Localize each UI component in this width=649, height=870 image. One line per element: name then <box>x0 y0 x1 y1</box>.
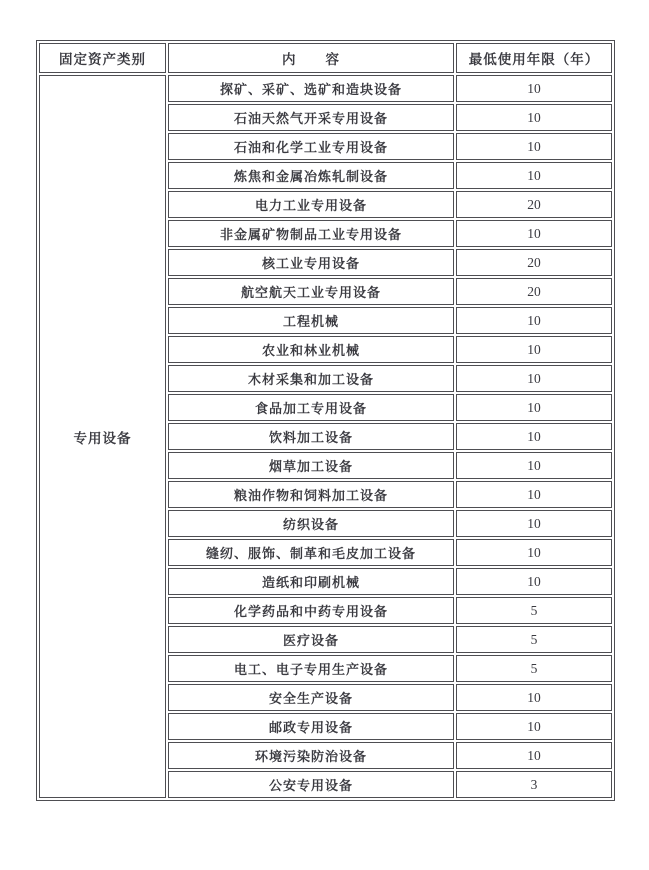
min-years-cell: 20 <box>456 191 612 218</box>
content-cell: 炼焦和金属冶炼轧制设备 <box>168 162 454 189</box>
min-years-cell: 20 <box>456 278 612 305</box>
min-years-cell: 10 <box>456 336 612 363</box>
min-years-cell: 10 <box>456 104 612 131</box>
min-years-cell: 10 <box>456 713 612 740</box>
min-years-cell: 5 <box>456 626 612 653</box>
content-cell: 电工、电子专用生产设备 <box>168 655 454 682</box>
min-years-cell: 10 <box>456 394 612 421</box>
min-years-cell: 10 <box>456 307 612 334</box>
min-years-cell: 3 <box>456 771 612 798</box>
content-cell: 安全生产设备 <box>168 684 454 711</box>
table-header-row <box>39 43 612 73</box>
category-cell: 专用设备 <box>39 75 166 798</box>
min-years-cell: 10 <box>456 539 612 566</box>
min-years-cell: 20 <box>456 249 612 276</box>
content-cell: 探矿、采矿、选矿和造块设备 <box>168 75 454 102</box>
min-years-cell: 10 <box>456 510 612 537</box>
content-cell: 木材采集和加工设备 <box>168 365 454 392</box>
content-cell: 工程机械 <box>168 307 454 334</box>
content-cell: 环境污染防治设备 <box>168 742 454 769</box>
content-cell: 邮政专用设备 <box>168 713 454 740</box>
min-years-cell: 10 <box>456 452 612 479</box>
table-row <box>39 75 612 102</box>
content-cell: 粮油作物和饲料加工设备 <box>168 481 454 508</box>
document-page <box>36 40 615 801</box>
min-years-cell: 10 <box>456 162 612 189</box>
min-years-cell: 10 <box>456 684 612 711</box>
content-cell: 医疗设备 <box>168 626 454 653</box>
content-cell: 农业和林业机械 <box>168 336 454 363</box>
content-cell: 化学药品和中药专用设备 <box>168 597 454 624</box>
min-years-cell: 5 <box>456 655 612 682</box>
min-years-cell: 10 <box>456 75 612 102</box>
min-years-cell: 5 <box>456 597 612 624</box>
content-cell: 造纸和印刷机械 <box>168 568 454 595</box>
min-years-cell: 10 <box>456 481 612 508</box>
min-years-cell: 10 <box>456 220 612 247</box>
content-cell: 饮料加工设备 <box>168 423 454 450</box>
content-cell: 缝纫、服饰、制革和毛皮加工设备 <box>168 539 454 566</box>
content-cell: 非金属矿物制品工业专用设备 <box>168 220 454 247</box>
column-header-content: 内 容 <box>168 43 454 73</box>
content-cell: 公安专用设备 <box>168 771 454 798</box>
content-cell: 食品加工专用设备 <box>168 394 454 421</box>
column-header-category: 固定资产类别 <box>39 43 166 73</box>
min-years-cell: 10 <box>456 568 612 595</box>
table-body <box>39 75 612 798</box>
content-cell: 航空航天工业专用设备 <box>168 278 454 305</box>
column-header-min-years: 最低使用年限（年） <box>456 43 612 73</box>
content-cell: 石油和化学工业专用设备 <box>168 133 454 160</box>
min-years-cell: 10 <box>456 133 612 160</box>
table-header <box>39 43 612 73</box>
min-years-cell: 10 <box>456 742 612 769</box>
min-years-cell: 10 <box>456 365 612 392</box>
content-cell: 烟草加工设备 <box>168 452 454 479</box>
content-cell: 石油天然气开采专用设备 <box>168 104 454 131</box>
depreciation-table <box>36 40 615 801</box>
min-years-cell: 10 <box>456 423 612 450</box>
content-cell: 核工业专用设备 <box>168 249 454 276</box>
content-cell: 电力工业专用设备 <box>168 191 454 218</box>
content-cell: 纺织设备 <box>168 510 454 537</box>
